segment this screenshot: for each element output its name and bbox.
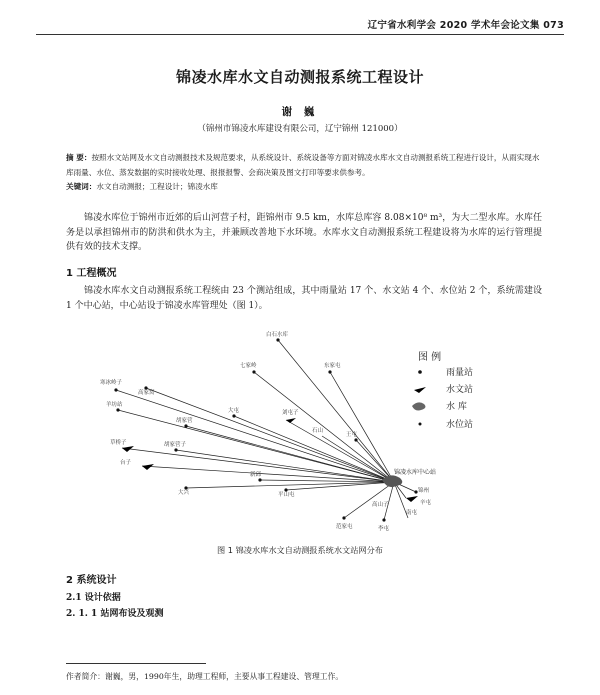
station-label: 新邱 xyxy=(250,472,262,478)
station-label: 南屯 xyxy=(406,510,418,516)
station-label: 石山 xyxy=(312,428,324,434)
water-level-station-icon xyxy=(419,423,422,426)
station-label: 李屯 xyxy=(378,526,390,532)
section-1-heading: 1 工程概况 xyxy=(66,268,117,279)
station-label: 寒冰岭子 xyxy=(100,380,123,386)
station-dot xyxy=(174,448,177,451)
legend-title: 图 例 xyxy=(418,352,442,363)
line xyxy=(176,450,394,482)
legend-item: 水位站 xyxy=(446,420,474,430)
legend-item: 水文站 xyxy=(446,385,474,395)
keywords-text: 水文自动测报；工程设计；锦凌水库 xyxy=(96,182,218,191)
network-lines xyxy=(116,340,416,520)
line xyxy=(286,420,394,482)
rain-gauge-icon xyxy=(418,370,422,374)
paper-title: 锦凌水库水文自动测报系统工程设计 xyxy=(175,68,424,86)
station-dot xyxy=(184,424,187,427)
station-label: 锦州 xyxy=(418,488,430,494)
station-dot xyxy=(328,370,331,373)
station-label: 羊坊站 xyxy=(106,402,123,408)
line xyxy=(142,466,394,482)
legend xyxy=(412,350,473,430)
keywords xyxy=(66,181,542,192)
header-rule xyxy=(36,34,564,35)
station-dot xyxy=(276,338,279,341)
station-label: 草桥子 xyxy=(110,440,127,446)
station-label: 台子 xyxy=(120,460,132,466)
station-label: 大屯 xyxy=(228,408,240,414)
station-label: 高山子 xyxy=(372,502,389,508)
section-1-paragraph: 锦凌水库水文自动测报系统工程统由 23 个测站组成，其中雨量站 17 个、水文站 4 个、水位站 2 个，系统需建设 1 个中心站，中心站设于锦凌水库管理处（图 1）。 xyxy=(66,286,542,311)
station-label: 东家屯 xyxy=(324,363,341,369)
station-dot xyxy=(252,370,255,373)
line xyxy=(186,426,394,482)
station-dot xyxy=(114,388,117,391)
station-label: 高家窝 xyxy=(138,390,155,396)
hydrology-station-icon xyxy=(142,464,154,470)
abstract-text: 按照水文站网及水文自动测报技术及规范要求，从系统设计、系统设备等方面对锦凌水库水文自动测报系统工程进行设计，从雨实现水库雨量、水位、蒸发数据的实时接收处理、报报报警、会商决策及图文打印等要求供参考。 xyxy=(66,153,540,177)
running-head: 辽宁省水利学会 2020 学术年会论文集 073 xyxy=(367,20,564,31)
line xyxy=(254,372,394,482)
line xyxy=(286,482,394,490)
author: 谢 巍 xyxy=(281,106,319,118)
station-dot xyxy=(342,516,345,519)
station-dot xyxy=(258,478,261,481)
abstract xyxy=(66,151,542,180)
affiliation: （锦州市锦凌水库建设有限公司，辽宁锦州 121000） xyxy=(197,124,403,134)
reservoir-icon xyxy=(412,402,425,410)
intro-paragraph: 锦凌水库位于锦州市近郊的后山河营子村，距锦州市 9.5 km，水库总库容 8.08×10⁸ m³，为大二型水库。水库任务是以承担锦州市的防洪和供水为主，并兼顾改善地下水环境。水库水文自动测报系统工程建设将为水库的运行管理提供有效的技术支撑。 xyxy=(66,213,542,252)
legend-item: 雨量站 xyxy=(446,368,474,378)
hydrology-station-icon xyxy=(286,418,296,423)
station-dot xyxy=(232,414,235,417)
station-label: 平山屯 xyxy=(278,492,295,498)
keywords-label: 关键词： xyxy=(66,182,97,191)
line xyxy=(186,482,394,488)
station-label: 范家屯 xyxy=(336,524,353,530)
footnote: 作者简介：谢巍，男，1990年生，助理工程师，主要从事工程建设、管理工作。 xyxy=(66,672,344,681)
legend-item: 水 库 xyxy=(446,402,467,412)
station-dot xyxy=(116,408,119,411)
line xyxy=(330,372,394,482)
center-station-label: 锦凌水库中心站 xyxy=(394,469,437,476)
station-labels xyxy=(100,330,432,532)
station-label: 胡家营 xyxy=(176,418,193,424)
station-label: 刘屯子 xyxy=(282,410,299,416)
station-label: 白石水库 xyxy=(266,332,289,338)
hydrology-station-icon xyxy=(414,387,426,393)
station-dot xyxy=(382,518,385,521)
station-dot xyxy=(354,438,357,441)
station-network-figure xyxy=(60,322,540,538)
station-label: 胡家营子 xyxy=(164,442,187,448)
station-dots xyxy=(114,338,417,521)
abstract-label: 摘 要： xyxy=(66,153,92,162)
station-label: 七家岭 xyxy=(240,363,257,369)
station-label: 王屯 xyxy=(346,432,358,438)
station-label: 辛屯 xyxy=(420,500,432,506)
figure-caption: 图 1 锦凌水库水文自动测报系统水文站网分布 xyxy=(217,545,383,555)
section-2-1-1-heading: 2. 1. 1 站网布设及观测 xyxy=(66,609,164,619)
hydrology-station-icon xyxy=(406,496,418,502)
section-2-heading: 2 系统设计 xyxy=(66,575,117,586)
section-2-1-heading: 2.1 设计依据 xyxy=(66,593,121,603)
station-label: 大兴 xyxy=(178,490,190,496)
line xyxy=(344,482,394,518)
footnote-rule xyxy=(66,663,206,664)
